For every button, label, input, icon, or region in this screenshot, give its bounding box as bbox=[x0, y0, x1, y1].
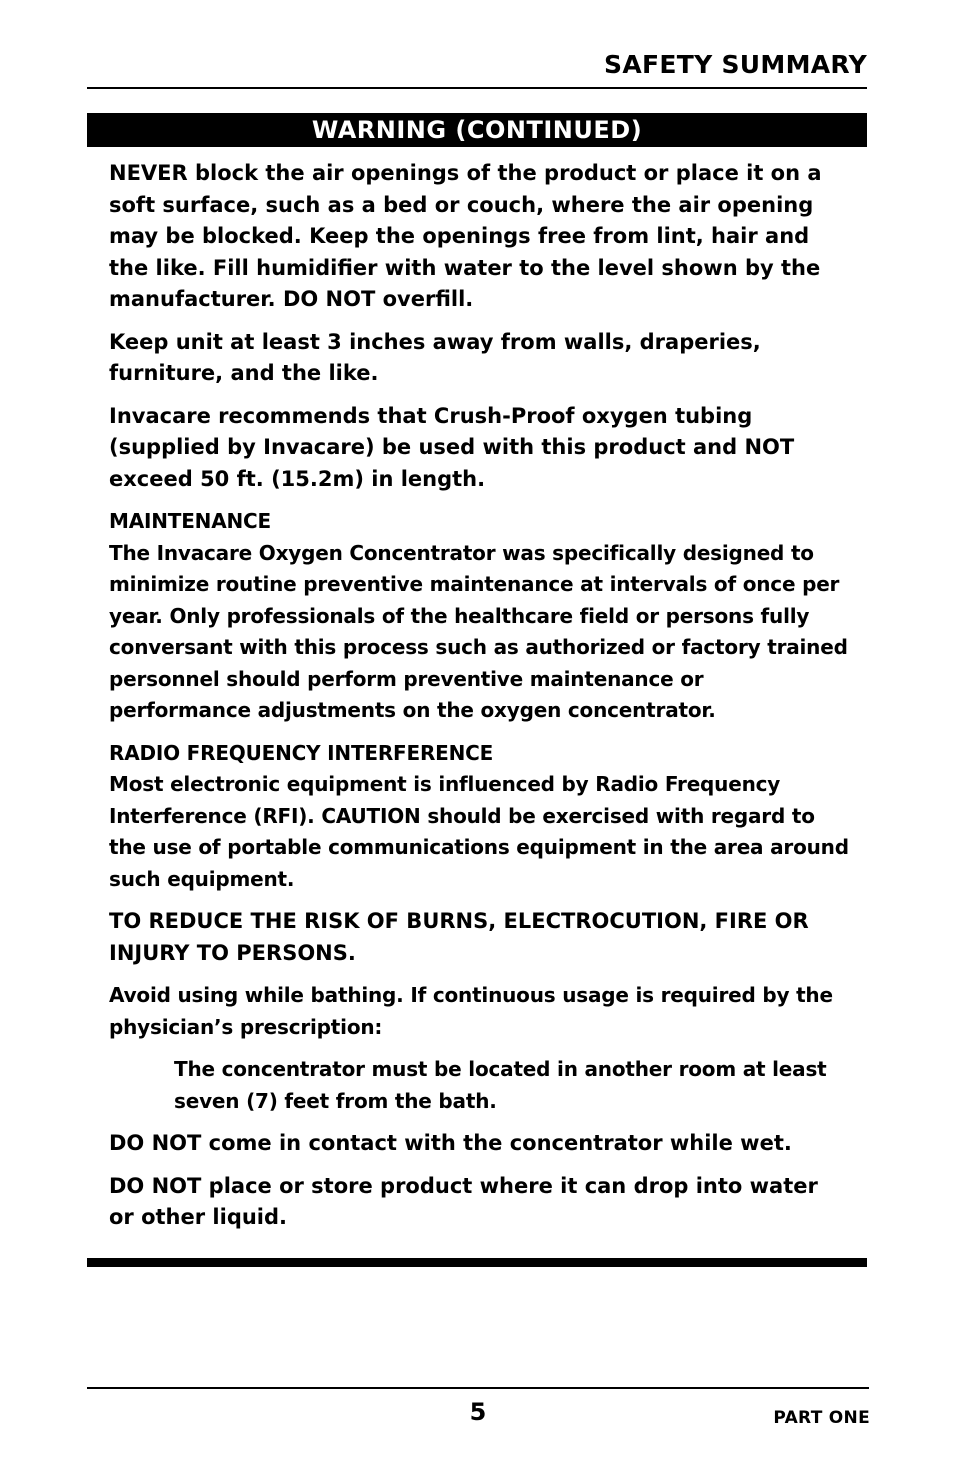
emphasis-never: NEVER bbox=[109, 161, 188, 185]
header-divider bbox=[87, 87, 867, 89]
part-label: PART ONE bbox=[773, 1408, 870, 1428]
paragraph-water bbox=[109, 1171, 849, 1234]
paragraph-text: Invacare recommends that Crush-Proof oxygen tubing (supplied by Invacare) be used with this product and bbox=[109, 403, 753, 459]
warning-content bbox=[109, 158, 849, 1245]
paragraph-text: block the air openings of the product or place it on a soft surface, such as a bed or couch, where the air opening may be blocked. Keep the openings free from lint, hair and the like. Fill humidifier with water to the level shown by the manufacturer. bbox=[109, 161, 822, 311]
footer-divider bbox=[87, 1387, 869, 1389]
emphasis-do-not: DO NOT bbox=[282, 287, 376, 311]
rfi-text: Most electronic equipment is influenced by Radio Frequency Interference (RFI). bbox=[109, 772, 781, 828]
paragraph-clearance: Keep unit at least 3 inches away from walls, draperies, furniture, and the like. bbox=[109, 329, 761, 385]
paragraph-text: exceed 50 ft. (15.2m) in length. bbox=[109, 466, 486, 491]
paragraph-tubing bbox=[109, 401, 849, 496]
rfi-text: should be exercised with regard to the use of portable communications equipment in the area around such equipment. bbox=[109, 803, 849, 891]
warning-banner: WARNING (CONTINUED) bbox=[87, 113, 867, 147]
maintenance-heading: MAINTENANCE bbox=[109, 509, 271, 533]
paragraph-air-openings bbox=[109, 158, 849, 316]
rfi-heading: RADIO FREQUENCY INTERFERENCE bbox=[109, 740, 494, 765]
emphasis-do-not: DO NOT bbox=[109, 1131, 202, 1155]
paragraph-text: come in contact with the concentrator while wet. bbox=[201, 1131, 792, 1155]
page-number: 5 bbox=[469, 1398, 487, 1426]
paragraph-bathing: Avoid using while bathing. If continuous usage is required by the physician’s prescription: bbox=[109, 983, 833, 1039]
maintenance-section bbox=[109, 506, 849, 727]
paragraph-text: overfill. bbox=[375, 287, 474, 311]
emphasis-do-not: DO NOT bbox=[109, 1173, 202, 1198]
emphasis-caution: CAUTION bbox=[321, 803, 421, 828]
paragraph-wet bbox=[109, 1128, 849, 1160]
paragraph-text: place or store product where it can drop into water or other liquid. bbox=[109, 1173, 818, 1229]
risk-heading: TO REDUCE THE RISK OF BURNS, ELECTROCUTION, FIRE OR INJURY TO PERSONS. bbox=[109, 909, 809, 965]
emphasis-not: NOT bbox=[744, 435, 795, 459]
rfi-section bbox=[109, 738, 849, 896]
maintenance-text: The Invacare Oxygen Concentrator was specifically designed to minimize routine preventive maintenance at intervals of once per year. Only professionals of the healthcare field or persons fully conversant with this process such as authorized or factory trained personnel should perform preventive maintenance or performance adjustments on the oxygen concentrator. bbox=[109, 540, 848, 722]
warning-end-rule bbox=[87, 1258, 867, 1267]
section-title: SAFETY SUMMARY bbox=[604, 50, 867, 79]
paragraph-indented-location: The concentrator must be located in another room at least seven (7) feet from the bath. bbox=[174, 1057, 827, 1113]
